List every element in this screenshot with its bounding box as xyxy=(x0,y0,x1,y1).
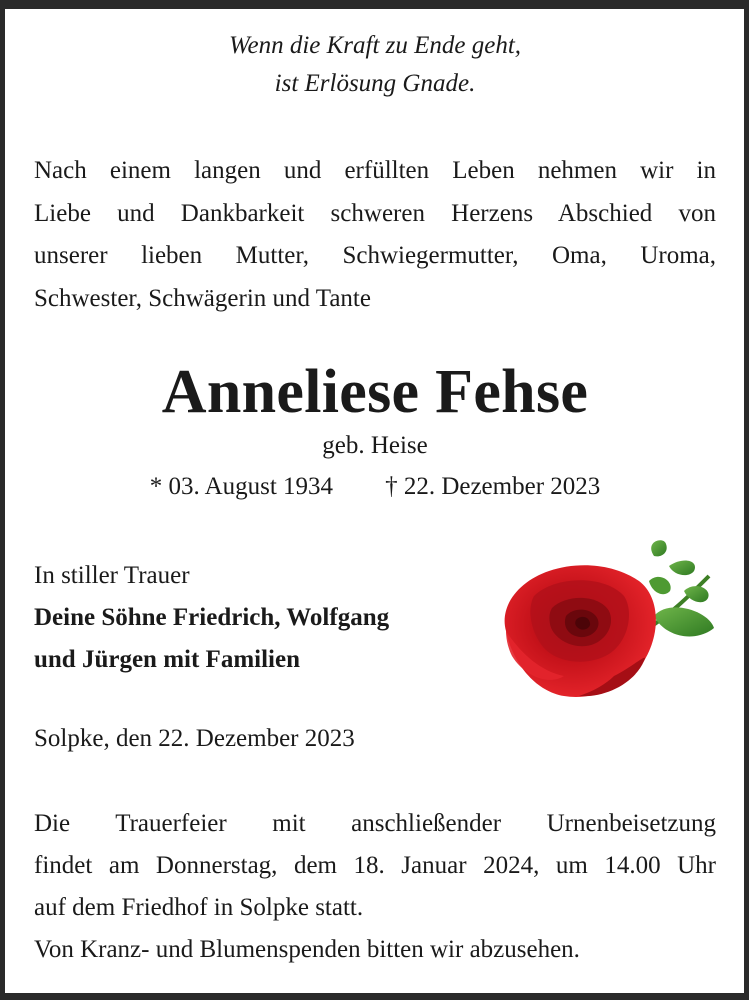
death-date: † 22. Dezember 2023 xyxy=(385,473,601,500)
mourners-intro: In stiller Trauer xyxy=(34,562,190,589)
intro-line-2: Liebe und Dankbarkeit schweren Herzens Abschied von xyxy=(34,199,716,227)
mourners-block xyxy=(34,555,484,681)
quote-line-2: ist Erlösung Gnade. xyxy=(274,70,476,97)
service-paragraph xyxy=(34,803,716,971)
mourners-line-2: und Jürgen mit Familien xyxy=(34,646,300,673)
rose-leaf xyxy=(651,540,666,556)
intro-line-4: Schwester, Schwägerin und Tante xyxy=(34,284,371,312)
rose-leaf xyxy=(654,607,714,636)
service-line-3: auf dem Friedhof in Solpke statt. xyxy=(34,894,364,921)
rose-leaf xyxy=(649,577,671,594)
service-line-1: Die Trauerfeier mit anschließender Urnenbeisetzung xyxy=(34,810,716,837)
birth-name: geb. Heise xyxy=(322,432,428,459)
intro-line-3: unserer lieben Mutter, Schwiegermutter, Oma, Uroma, xyxy=(34,242,716,269)
intro-paragraph xyxy=(34,150,716,320)
place-and-date: Solpke, den 22. Dezember 2023 xyxy=(34,725,355,752)
opening-quote xyxy=(34,27,716,103)
rose-leaf xyxy=(669,561,695,576)
rose-leaf xyxy=(684,586,709,602)
quote-line-1: Wenn die Kraft zu Ende geht, xyxy=(228,32,522,59)
life-dates xyxy=(34,469,716,505)
service-line-2: findet am Donnerstag, dem 18. Januar 2024, um 14.00 Uhr xyxy=(34,852,716,879)
service-line-4: Von Kranz- und Blumenspenden bitten wir abzusehen. xyxy=(34,936,580,963)
birth-date: * 03. August 1934 xyxy=(149,473,334,500)
intro-line-1: Nach einem langen und erfüllten Leben nehmen wir in xyxy=(34,157,716,184)
mourners-line-1: Deine Söhne Friedrich, Wolfgang xyxy=(34,604,390,631)
deceased-name: Anneliese Fehse xyxy=(161,358,589,426)
red-rose-icon xyxy=(494,536,720,706)
